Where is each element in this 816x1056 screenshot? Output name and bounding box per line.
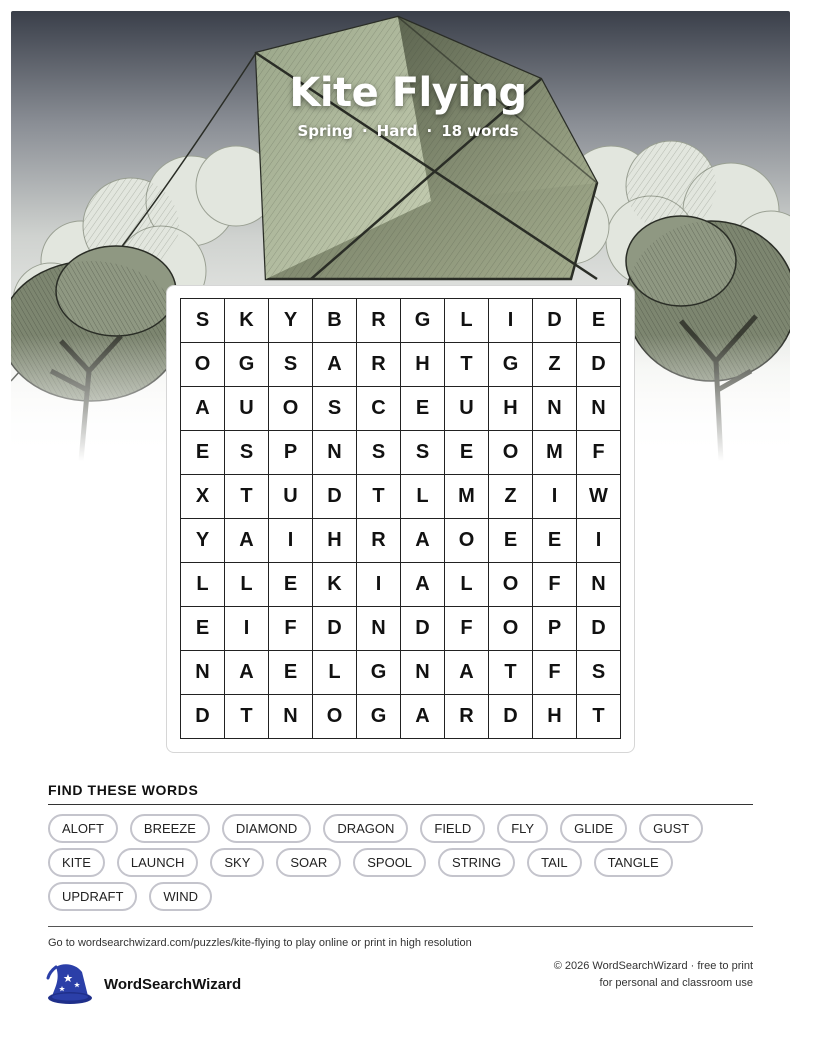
word-pill: GUST [639,814,703,843]
grid-cell[interactable]: E [181,431,225,475]
grid-cell[interactable]: D [313,475,357,519]
grid-cell[interactable]: N [533,387,577,431]
grid-cell[interactable]: A [401,519,445,563]
grid-cell[interactable]: H [533,695,577,739]
grid-cell[interactable]: S [181,299,225,343]
grid-cell[interactable]: H [489,387,533,431]
grid-cell[interactable]: I [533,475,577,519]
grid-cell[interactable]: E [181,607,225,651]
word-pill: DIAMOND [222,814,311,843]
meta-separator: · [426,122,433,140]
grid-cell[interactable]: D [313,607,357,651]
grid-cell[interactable]: K [313,563,357,607]
grid-cell[interactable]: D [489,695,533,739]
grid-cell[interactable]: T [489,651,533,695]
grid-cell[interactable]: E [401,387,445,431]
grid-cell[interactable]: S [577,651,621,695]
word-pill: KITE [48,848,105,877]
grid-cell[interactable]: E [445,431,489,475]
grid-cell[interactable]: I [357,563,401,607]
grid-cell[interactable]: E [489,519,533,563]
grid-cell[interactable]: D [533,299,577,343]
grid-cell[interactable]: D [181,695,225,739]
grid-cell[interactable]: H [313,519,357,563]
grid-cell[interactable]: F [445,607,489,651]
grid-cell[interactable]: K [225,299,269,343]
grid-cell[interactable]: O [489,431,533,475]
grid-cell[interactable]: G [225,343,269,387]
word-pill: TANGLE [594,848,673,877]
grid-cell[interactable]: S [401,431,445,475]
grid-cell[interactable]: A [313,343,357,387]
brand-name: WordSearchWizard [104,975,242,993]
grid-cell[interactable]: D [577,607,621,651]
puzzle-difficulty: Hard [376,122,418,140]
word-pill: LAUNCH [117,848,198,877]
grid-cell[interactable]: E [533,519,577,563]
grid-cell[interactable]: M [533,431,577,475]
word-pill: FLY [497,814,548,843]
grid-cell[interactable]: S [313,387,357,431]
grid-cell[interactable]: O [181,343,225,387]
grid-cell[interactable]: S [357,431,401,475]
grid-cell[interactable]: I [489,299,533,343]
grid-cell[interactable]: R [357,343,401,387]
grid-cell[interactable]: N [577,387,621,431]
word-pill: ALOFT [48,814,118,843]
grid-cell[interactable]: W [577,475,621,519]
grid-cell[interactable]: R [357,299,401,343]
grid-cell[interactable]: L [445,299,489,343]
puzzle-word-count: 18 words [441,122,519,140]
word-list [48,814,758,911]
grid-cell[interactable]: G [357,651,401,695]
grid-cell[interactable]: A [401,695,445,739]
word-pill: SKY [210,848,264,877]
grid-cell[interactable]: R [357,519,401,563]
word-pill: FIELD [420,814,485,843]
grid-cell[interactable]: F [577,431,621,475]
grid-cell[interactable]: A [181,387,225,431]
word-pill: SOAR [276,848,341,877]
grid-cell[interactable]: A [225,519,269,563]
wizard-hat-icon [46,962,94,1006]
grid-cell[interactable]: Z [533,343,577,387]
grid-cell[interactable]: G [401,299,445,343]
grid-cell[interactable]: M [445,475,489,519]
grid-cell[interactable]: Y [269,299,313,343]
word-pill: STRING [438,848,515,877]
grid-cell[interactable]: N [313,431,357,475]
grid-cell[interactable]: A [401,563,445,607]
word-pill: TAIL [527,848,582,877]
grid-cell[interactable]: G [357,695,401,739]
grid-cell[interactable]: C [357,387,401,431]
grid-cell[interactable]: I [269,519,313,563]
grid-cell[interactable]: O [269,387,313,431]
puzzle-theme: Spring [297,122,353,140]
grid-cell[interactable]: P [533,607,577,651]
puzzle-title: Kite Flying [289,70,527,116]
word-pill: BREEZE [130,814,210,843]
grid-cell[interactable]: S [225,431,269,475]
word-list-heading: FIND THESE WORDS [48,782,199,798]
grid-cell[interactable]: N [269,695,313,739]
word-pill: UPDRAFT [48,882,137,911]
grid-cell[interactable]: U [225,387,269,431]
grid-cell[interactable]: L [181,563,225,607]
grid-cell[interactable]: D [401,607,445,651]
grid-cell[interactable]: F [269,607,313,651]
grid-cell[interactable]: D [577,343,621,387]
grid-cell[interactable]: N [401,651,445,695]
grid-cell[interactable]: T [577,695,621,739]
grid-cell[interactable]: E [269,651,313,695]
grid-cell[interactable]: L [225,563,269,607]
grid-cell[interactable]: Z [489,475,533,519]
grid-cell[interactable]: U [269,475,313,519]
grid-cell[interactable]: O [489,607,533,651]
grid-cell[interactable]: G [489,343,533,387]
grid-cell[interactable]: U [445,387,489,431]
word-pill: GLIDE [560,814,627,843]
grid-cell[interactable]: T [225,695,269,739]
grid-cell[interactable]: A [445,651,489,695]
grid-cell[interactable]: N [357,607,401,651]
grid-cell[interactable]: B [313,299,357,343]
puzzle-meta [0,122,816,140]
grid-cell[interactable]: R [445,695,489,739]
grid-cell[interactable]: T [225,475,269,519]
grid-cell[interactable]: I [577,519,621,563]
grid-cell[interactable]: A [225,651,269,695]
grid-cell[interactable]: T [357,475,401,519]
grid-cell[interactable]: I [225,607,269,651]
brand [46,962,241,1006]
divider [48,804,753,805]
word-pill: SPOOL [353,848,426,877]
grid-cell[interactable]: O [445,519,489,563]
grid-cell[interactable]: N [181,651,225,695]
grid-cell[interactable]: H [401,343,445,387]
grid-cell[interactable]: L [401,475,445,519]
divider [48,926,753,927]
word-pill: DRAGON [323,814,408,843]
grid-cell[interactable]: L [313,651,357,695]
grid-cell[interactable]: T [445,343,489,387]
grid-cell[interactable]: X [181,475,225,519]
grid-cell[interactable]: E [269,563,313,607]
grid-cell[interactable]: O [313,695,357,739]
footer-note: Go to wordsearchwizard.com/puzzles/kite-flying to play online or print in high resolution [48,937,472,949]
grid-cell[interactable]: S [269,343,313,387]
grid-cell[interactable]: F [533,563,577,607]
grid-cell[interactable]: O [489,563,533,607]
letter-grid [180,298,621,739]
grid-cell[interactable]: Y [181,519,225,563]
meta-separator: · [361,122,368,140]
grid-cell[interactable]: F [533,651,577,695]
grid-cell[interactable]: E [577,299,621,343]
grid-cell[interactable]: P [269,431,313,475]
word-pill: WIND [149,882,212,911]
copyright: © 2026 WordSearchWizard · free to print for personal and classroom use [553,960,753,989]
grid-cell[interactable]: N [577,563,621,607]
grid-cell[interactable]: L [445,563,489,607]
